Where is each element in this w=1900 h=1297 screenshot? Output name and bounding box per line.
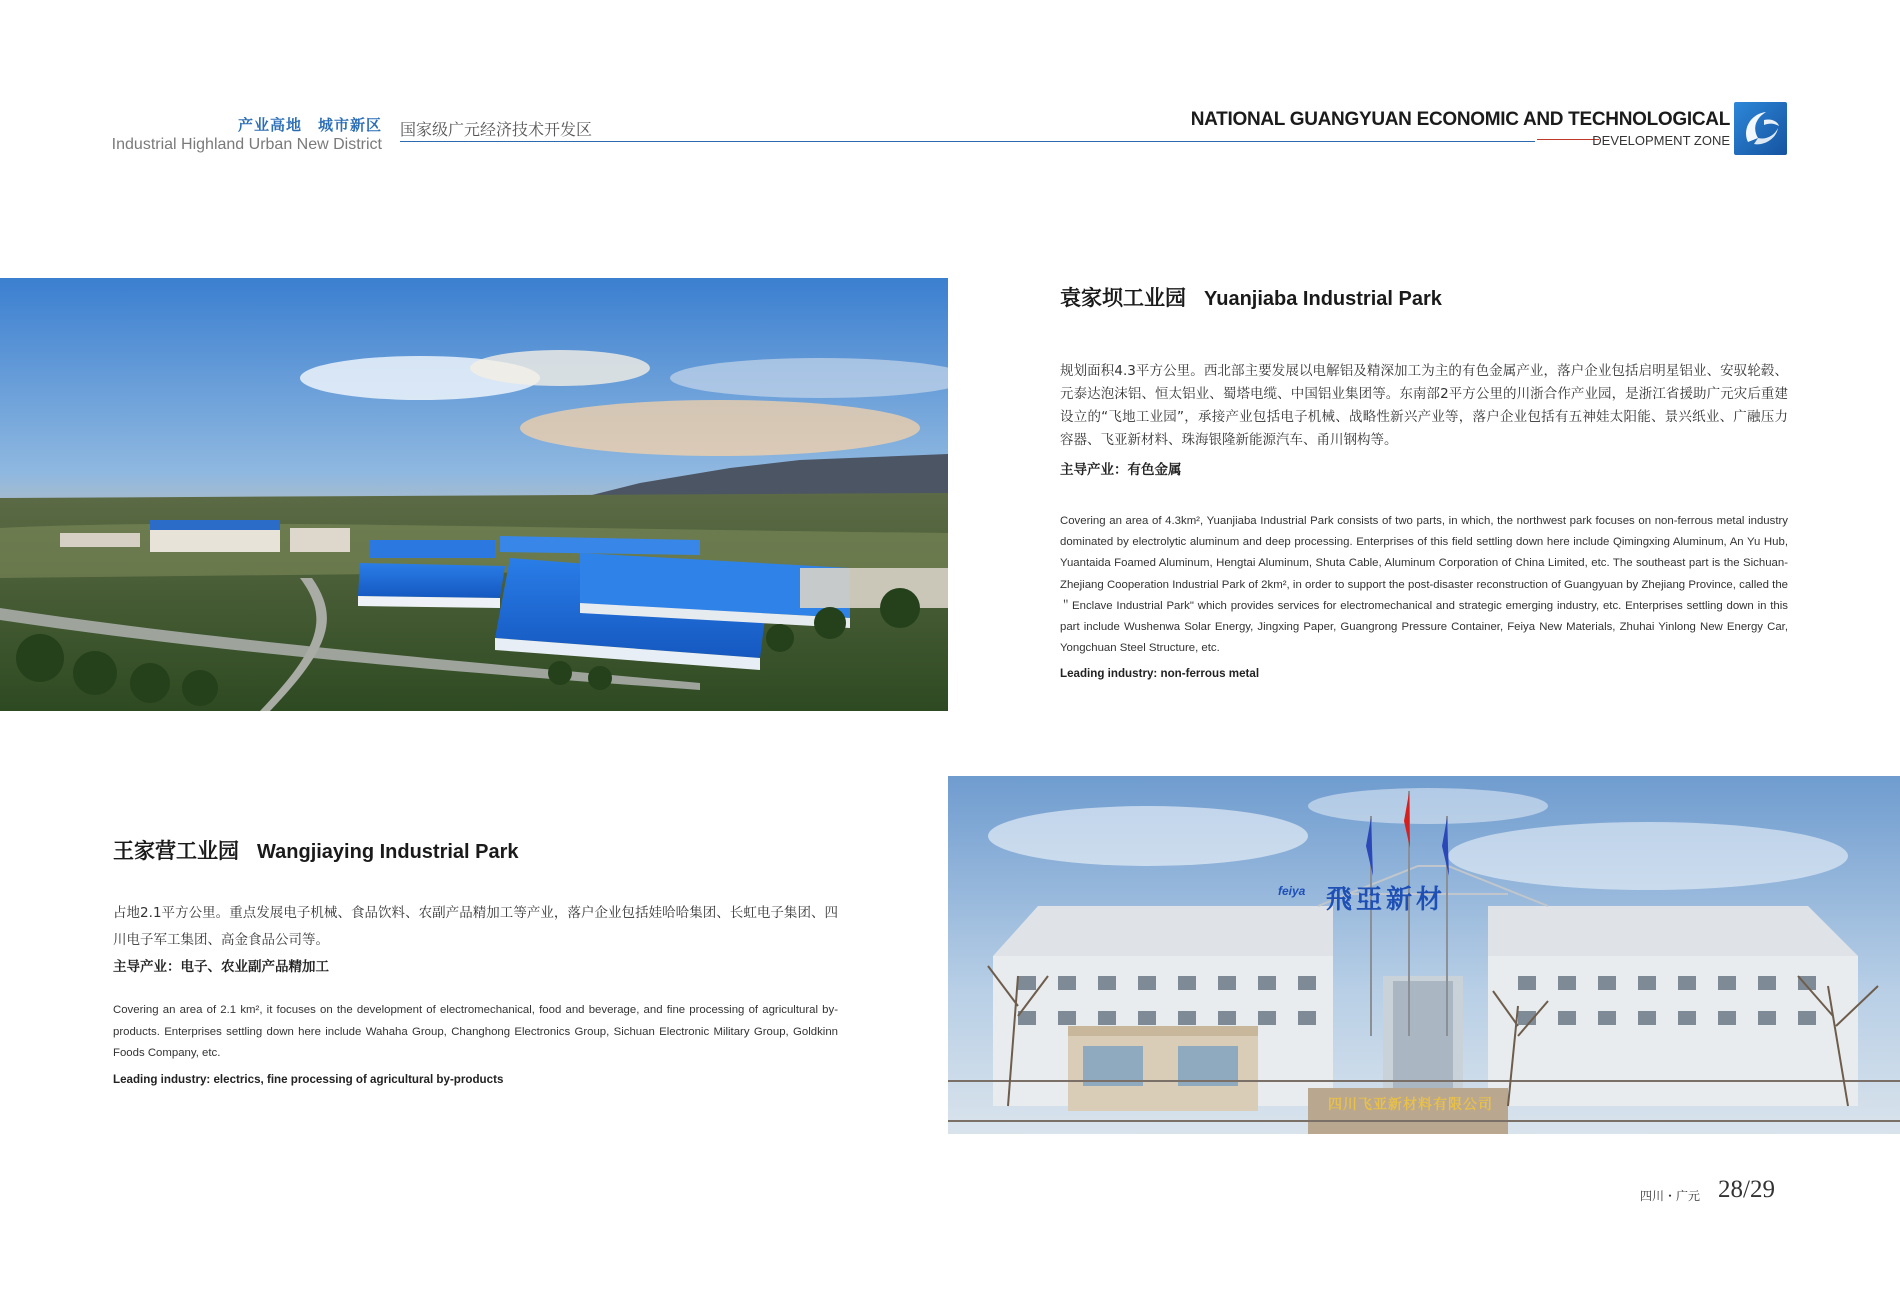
yuanjiaba-description-en: Covering an area of 4.3km², Yuanjiaba Industrial Park consists of two parts, in which, the northwest park focuses on non-ferrous metal industry dominated by electrolytic aluminum and deep processing. Enterprises of this field settling down here include Qimingxing Aluminum, An Yu Hub, Yuantaida Foamed Aluminum, Hengtai Aluminum, Shuta Cable, Aluminum Corporation of China Limited, etc. The southeast part is the Sichuan-Zhejiang Cooperation Industrial Park of 2km², in order to support the post-disaster reconstruction of Guangyuan by Zhejiang Province, called the ＂Enclave Industrial Park" which provides services for electromechanical and strategic emerging industry, etc. Enterprises settling down in this part include Wushenwa Solar Energy, Jingxing Paper, Guangrong Pressure Container, Feiya New Materials, Zhuhai Yinlong New Energy Car, Yongchuan Steel Structure, etc. xyxy=(1060,515,1788,655)
yuanjiaba-title-cn: 袁家坝工业园 xyxy=(1060,286,1186,310)
header-subtitle-en: DEVELOPMENT ZONE xyxy=(1592,133,1730,148)
header-slogan-cn: 产业高地 城市新区 xyxy=(237,116,382,134)
wangjiaying-description-cn: 占地2.1平方公里。重点发展电子机械、食品饮料、农副产品精加工等产业，落户企业包括娃哈哈集团、长虹电子集团、四川电子军工集团、高金食品公司等。 xyxy=(113,905,838,948)
photo-feiya-building xyxy=(948,776,1900,1134)
wangjiaying-leading-industry-cn: 主导产业：电子、农业副产品精加工 xyxy=(113,959,329,975)
yuanjiaba-description-cn: 规划面积4.3平方公里。西北部主要发展以电解铝及精深加工为主的有色金属产业，落户企业包括启明星铝业、安驭轮毂、元泰达泡沫铝、恒太铝业、蜀塔电缆、中国铝业集团等。东南部2平方公里的川浙合作产业园，是浙江省援助广元灾后重建设立的“飞地工业园”，承接产业包括电子机械、战略性新兴产业等，落户企业包括有五神娃太阳能、景兴纸业、广融压力容器、飞亚新材料、珠海银隆新能源汽车、甬川钢构等。 xyxy=(1060,363,1788,448)
header-slogan-en: Industrial Highland Urban New District xyxy=(111,136,382,153)
wangjiaying-description-en: Covering an area of 2.1 km², it focuses on the development of electromechanical, food and beverage, and fine processing of agricultural by-products. Enterprises settling down here include Wahaha Group, Changhong Electronics Group, Sichuan Electronic Military Group, Goldkinn Foods Company, etc. xyxy=(113,1004,838,1059)
header-zone-name: 国家级广元经济技术开发区 xyxy=(400,120,593,139)
yuanjiaba-title xyxy=(1060,282,1442,312)
footer-page-numbers: 28/29 xyxy=(1718,1176,1775,1203)
wangjiaying-title-cn: 王家营工业园 xyxy=(113,839,239,863)
header-title-en: NATIONAL GUANGYUAN ECONOMIC AND TECHNOLOGICAL xyxy=(1190,109,1730,130)
wangjiaying-leading-industry-en: Leading industry: electrics, fine processing of agricultural by-products xyxy=(113,1073,504,1086)
yuanjiaba-leading-industry-en: Leading industry: non-ferrous metal xyxy=(1060,667,1260,680)
footer-location: 四川・广元 xyxy=(1640,1189,1701,1203)
feiya-gate-sign: 四川飞亚新材料有限公司 xyxy=(1328,1097,1493,1113)
header-rule-accent xyxy=(1537,139,1599,140)
yuanjiaba-leading-industry-cn: 主导产业：有色金属 xyxy=(1060,462,1182,478)
yuanjiaba-title-en: Yuanjiaba Industrial Park xyxy=(1204,288,1442,310)
feiya-sign-brand: 飛亞新材 xyxy=(1326,885,1447,915)
wangjiaying-title-en: Wangjiaying Industrial Park xyxy=(257,841,519,863)
header-rule xyxy=(400,141,1535,142)
feiya-sign-logo: feiya xyxy=(1278,884,1306,898)
zone-logo-icon xyxy=(1734,102,1787,155)
wangjiaying-title xyxy=(113,835,519,865)
photo-yuanjiaba-aerial xyxy=(0,278,948,711)
